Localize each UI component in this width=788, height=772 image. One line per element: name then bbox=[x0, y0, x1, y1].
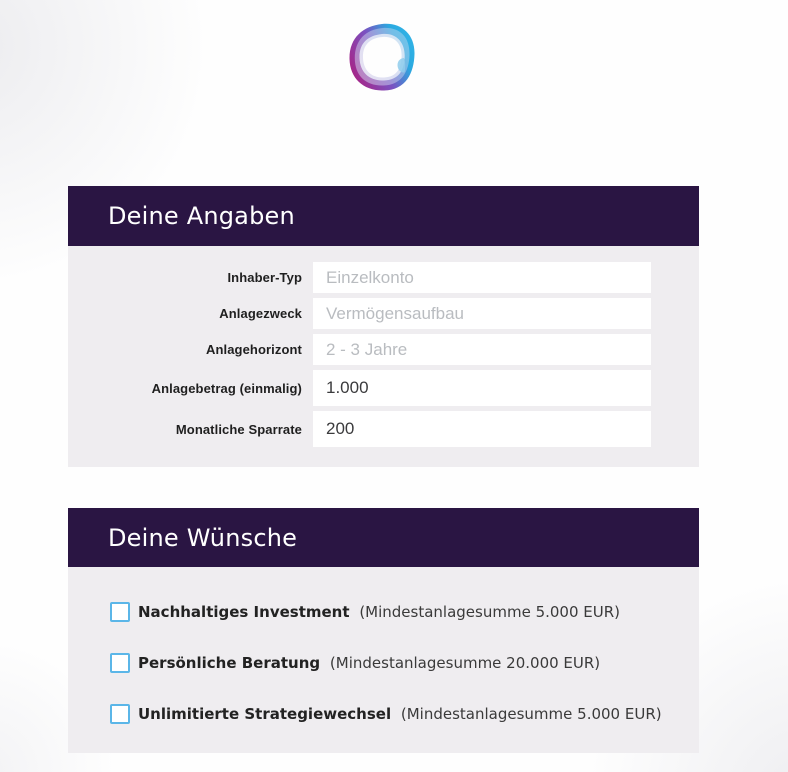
brand-logo-ring-icon bbox=[346, 21, 418, 93]
field-label-sparrate: Monatliche Sparrate bbox=[175, 421, 302, 437]
option-label-nachhaltiges-investment: Nachhaltiges Investment bbox=[138, 603, 350, 621]
field-label-anlagehorizont: Anlagehorizont bbox=[205, 342, 302, 357]
field-label-anlagezweck: Anlagezweck bbox=[219, 306, 302, 321]
anlagezweck-input[interactable] bbox=[313, 298, 651, 329]
sparrate-input[interactable] bbox=[313, 411, 651, 447]
field-row-inhaber-typ bbox=[68, 262, 699, 293]
option-note-persoenliche-beratung: (Mindestanlagesumme 20.000 EUR) bbox=[329, 654, 601, 672]
section-header-wuensche bbox=[68, 508, 699, 567]
option-label-persoenliche-beratung: Persönliche Beratung bbox=[138, 654, 321, 672]
field-row-anlagehorizont bbox=[68, 334, 699, 365]
brand-logo bbox=[346, 21, 418, 93]
field-row-anlagezweck bbox=[68, 298, 699, 329]
option-row-persoenliche-beratung bbox=[110, 653, 699, 673]
inhaber-typ-input[interactable] bbox=[313, 262, 651, 293]
nachhaltiges-investment-checkbox[interactable] bbox=[110, 602, 130, 622]
option-note-strategiewechsel: (Mindestanlagesumme 5.000 EUR) bbox=[400, 705, 662, 723]
section-body-angaben bbox=[68, 246, 699, 467]
anlagehorizont-input[interactable] bbox=[313, 334, 651, 365]
field-label-anlagebetrag: Anlagebetrag (einmalig) bbox=[151, 380, 302, 396]
anlagebetrag-input[interactable] bbox=[313, 370, 651, 406]
section-body-wuensche bbox=[68, 567, 699, 753]
section-title-wuensche: Deine Wünsche bbox=[108, 523, 298, 552]
section-header-angaben bbox=[68, 186, 699, 246]
option-note-nachhaltiges-investment: (Mindestanlagesumme 5.000 EUR) bbox=[359, 603, 621, 621]
option-label-strategiewechsel: Unlimitierte Strategiewechsel bbox=[138, 705, 392, 723]
persoenliche-beratung-checkbox[interactable] bbox=[110, 653, 130, 673]
option-row-nachhaltiges-investment bbox=[110, 602, 699, 622]
section-title-angaben: Deine Angaben bbox=[108, 202, 295, 230]
field-row-sparrate bbox=[68, 411, 699, 447]
field-row-anlagebetrag bbox=[68, 370, 699, 406]
field-label-inhaber-typ: Inhaber-Typ bbox=[227, 270, 302, 285]
option-row-strategiewechsel bbox=[110, 704, 699, 724]
strategiewechsel-checkbox[interactable] bbox=[110, 704, 130, 724]
